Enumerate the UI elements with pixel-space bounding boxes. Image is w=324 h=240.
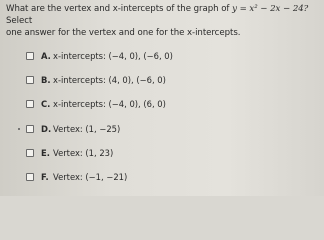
option-c[interactable] bbox=[26, 98, 166, 110]
option-d-letter: D. bbox=[41, 124, 52, 134]
option-d-checkbox[interactable] bbox=[26, 125, 34, 133]
option-c-letter: C. bbox=[41, 99, 51, 109]
question-select-word: Select bbox=[6, 16, 33, 26]
option-e-text: Vertex: (1, 23) bbox=[53, 148, 114, 158]
option-a-letter: A. bbox=[41, 51, 51, 61]
option-c-text: x-intercepts: (−4, 0), (6, 0) bbox=[53, 99, 166, 109]
option-a-text: x-intercepts: (−4, 0), (−6, 0) bbox=[53, 51, 173, 61]
option-f-letter: F. bbox=[41, 172, 49, 182]
option-e-checkbox[interactable] bbox=[26, 149, 34, 157]
question-line-2: one answer for the vertex and one for the x-intercepts. bbox=[6, 28, 241, 38]
pen-mark-dot bbox=[18, 128, 20, 130]
option-f-text: Vertex: (−1, −21) bbox=[53, 172, 128, 182]
question-equation: y = x² − 2x − 24? bbox=[232, 4, 309, 14]
option-d-text: Vertex: (1, −25) bbox=[53, 124, 121, 134]
question-text: What are the vertex and x-intercepts of the graph of bbox=[6, 4, 230, 14]
option-f-checkbox[interactable] bbox=[26, 173, 34, 181]
option-c-checkbox[interactable] bbox=[26, 100, 34, 108]
option-a-checkbox[interactable] bbox=[26, 52, 34, 60]
option-d[interactable] bbox=[26, 123, 120, 135]
option-f[interactable] bbox=[26, 171, 127, 183]
option-b[interactable] bbox=[26, 74, 166, 86]
option-e-letter: E. bbox=[41, 148, 50, 158]
option-b-checkbox[interactable] bbox=[26, 76, 34, 84]
option-a[interactable] bbox=[26, 50, 173, 62]
question-line-1 bbox=[6, 3, 318, 27]
question-prompt bbox=[6, 3, 318, 39]
option-b-text: x-intercepts: (4, 0), (−6, 0) bbox=[53, 75, 166, 85]
option-e[interactable] bbox=[26, 147, 113, 159]
option-b-letter: B. bbox=[41, 75, 51, 85]
